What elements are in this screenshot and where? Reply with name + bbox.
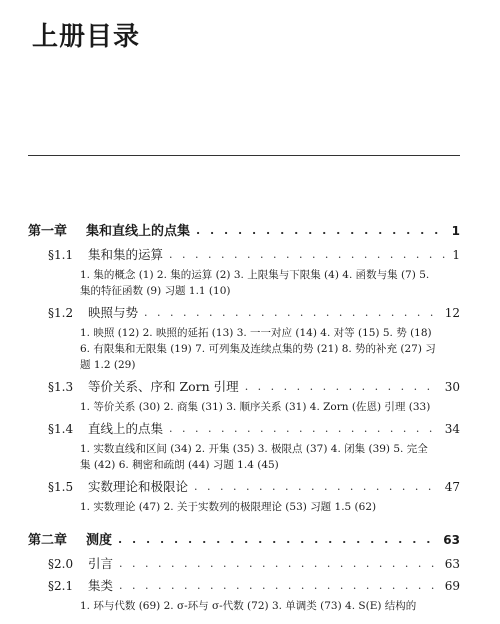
subsection-item[interactable]: 5. 集的特征函数 (9) xyxy=(80,269,430,297)
section-2-0-entry[interactable] xyxy=(28,554,460,572)
section-1-3-entry[interactable] xyxy=(28,377,460,395)
section-title: 集类 xyxy=(88,578,114,593)
section-title: 实数理论和极限论 xyxy=(88,479,189,494)
dot-leader xyxy=(169,422,439,435)
chapter-page-number: 63 xyxy=(443,533,460,547)
subsection-item[interactable]: 2. 开集 (35) xyxy=(195,443,255,455)
exercise-item[interactable]: 习题 1.4 (45) xyxy=(212,459,279,471)
chapter-number: 第二章 xyxy=(28,533,68,548)
subsection-item[interactable]: 4. 函数与集 (7) xyxy=(342,269,416,281)
exercise-item[interactable]: 习题 1.2 (29) xyxy=(80,343,436,371)
section-number: §2.0 xyxy=(48,557,74,571)
section-page-number: 34 xyxy=(444,422,460,436)
section-page-number: 12 xyxy=(444,306,460,320)
section-2-1-entry[interactable] xyxy=(28,576,460,594)
section-1-2-entry[interactable] xyxy=(28,303,460,321)
section-page-number: 1 xyxy=(452,248,460,262)
divider xyxy=(28,155,460,156)
chapter-page-number: 1 xyxy=(451,224,460,238)
section-1-4-items xyxy=(28,441,460,473)
dot-leader xyxy=(194,480,439,493)
dot-leader xyxy=(196,224,446,237)
section-number: §1.4 xyxy=(48,422,74,436)
section-number: §1.3 xyxy=(48,380,74,394)
dot-leader xyxy=(119,557,439,570)
dot-leader xyxy=(169,248,446,261)
section-1-5-items xyxy=(28,499,460,515)
chapter-2-entry[interactable] xyxy=(28,529,460,548)
subsection-item[interactable]: 4. Zorn (佐恩) 引理 (33) xyxy=(309,401,431,413)
subsection-item[interactable]: 2. 集的运算 (2) xyxy=(156,269,231,281)
chapter-number: 第一章 xyxy=(28,224,68,239)
section-title: 集和集的运算 xyxy=(88,247,164,262)
subsection-item[interactable]: 3. 一一对应 (14) xyxy=(236,327,317,339)
subsection-item[interactable]: 3. 单调类 (73) xyxy=(271,600,342,612)
subsection-item[interactable]: 4. S(E) 结构的 xyxy=(345,600,417,612)
section-1-3-items xyxy=(28,399,460,415)
subsection-item[interactable]: 3. 顺序关系 (31) xyxy=(226,401,307,413)
subsection-item[interactable]: 4. 对等 (15) xyxy=(320,327,380,339)
section-page-number: 69 xyxy=(444,579,460,593)
subsection-item[interactable]: 7. 可列集及连续点集的势 (21) xyxy=(195,343,339,355)
section-1-1-items xyxy=(28,267,460,299)
subsection-item[interactable]: 6. 稠密和疏朗 (44) xyxy=(118,459,210,471)
section-1-4-entry[interactable] xyxy=(28,419,460,437)
dot-leader xyxy=(118,533,437,546)
section-1-5-entry[interactable] xyxy=(28,477,460,495)
section-page-number: 30 xyxy=(444,380,460,394)
subsection-item[interactable]: 4. 闭集 (39) xyxy=(330,443,391,455)
chapter-title: 集和直线上的点集 xyxy=(86,224,191,239)
section-title: 映照与势 xyxy=(88,305,139,320)
dot-leader xyxy=(245,380,439,393)
section-number: §1.1 xyxy=(48,248,74,262)
subsection-item[interactable]: 1. 映照 (12) xyxy=(80,327,140,339)
subsection-item[interactable]: 2. 映照的延拓 (13) xyxy=(142,327,234,339)
subsection-item[interactable]: 5. 完全集 (42) xyxy=(80,443,428,471)
section-page-number: 47 xyxy=(444,480,460,494)
subsection-item[interactable]: 3. 上限集与下限集 (4) xyxy=(233,269,339,281)
section-title: 等价关系、序和 Zorn 引理 xyxy=(88,379,239,394)
section-number: §1.2 xyxy=(48,306,74,320)
subsection-item[interactable]: 2. 商集 (31) xyxy=(163,401,223,413)
subsection-item[interactable]: 2. 关于实数列的极限理论 (53) xyxy=(163,501,307,513)
subsection-item[interactable]: 8. 势的补充 (27) xyxy=(341,343,422,355)
subsection-item[interactable]: 2. σ-环与 σ-代数 (72) xyxy=(163,600,269,612)
chapter-1-entry[interactable] xyxy=(28,220,460,239)
section-1-1-entry[interactable] xyxy=(28,245,460,263)
subsection-item[interactable]: 1. 环与代数 (69) xyxy=(80,600,161,612)
section-2-1-items xyxy=(28,598,460,614)
subsection-item[interactable]: 1. 实数直线和区间 (34) xyxy=(80,443,192,455)
section-number: §2.1 xyxy=(48,579,74,593)
subsection-item[interactable]: 1. 实数理论 (47) xyxy=(80,501,161,513)
subsection-item[interactable]: 1. 集的概念 (1) xyxy=(80,269,154,281)
table-of-contents xyxy=(28,220,460,618)
dot-leader xyxy=(144,306,439,319)
subsection-item[interactable]: 1. 等价关系 (30) xyxy=(80,401,161,413)
section-title: 引言 xyxy=(88,556,114,571)
exercise-item[interactable]: 习题 1.1 (10) xyxy=(164,285,231,297)
exercise-item[interactable]: 习题 1.5 (62) xyxy=(310,501,377,513)
subsection-item[interactable]: 5. 势 (18) xyxy=(382,327,432,339)
section-number: §1.5 xyxy=(48,480,74,494)
section-1-2-items xyxy=(28,325,460,373)
subsection-item[interactable]: 6. 有限集和无限集 (19) xyxy=(80,343,192,355)
section-page-number: 63 xyxy=(444,557,460,571)
chapter-title: 测度 xyxy=(86,533,113,548)
subsection-item[interactable]: 3. 极限点 (37) xyxy=(257,443,328,455)
dot-leader xyxy=(119,579,439,592)
section-title: 直线上的点集 xyxy=(88,421,164,436)
page-title: 上册目录 xyxy=(32,22,141,52)
